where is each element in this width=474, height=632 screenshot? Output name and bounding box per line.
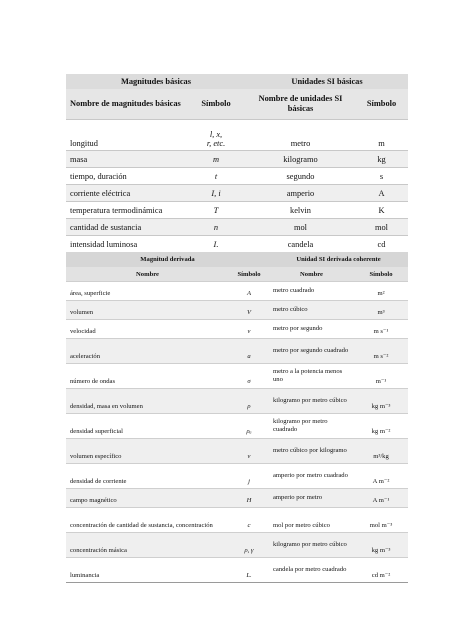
quantity-name: masa	[66, 151, 186, 168]
unit-symbol: K	[355, 202, 408, 219]
quantity-name: concentración de cantidad de sustancia, concentración	[66, 508, 229, 533]
unit-symbol: s	[355, 168, 408, 185]
table-column-header	[66, 89, 408, 120]
unit-name: amperio por metro cuadrado	[269, 464, 354, 489]
quantity-name: corriente eléctrica	[66, 185, 186, 202]
unit-symbol: kg m⁻³	[354, 533, 408, 558]
group-header-units: Unidades SI básicas	[246, 74, 408, 89]
unit-symbol: mol	[355, 219, 408, 236]
table-row	[66, 489, 408, 508]
unit-symbol: kg	[355, 151, 408, 168]
symbol-line: r, etc.	[206, 138, 226, 148]
quantity-name: cantidad de sustancia	[66, 219, 186, 236]
quantity-name: número de ondas	[66, 364, 229, 389]
unit-name: kelvin	[246, 202, 355, 219]
unit-name: kilogramo por metro cúbico	[269, 389, 354, 414]
unit-name: amperio	[246, 185, 355, 202]
quantity-name: aceleración	[66, 339, 229, 364]
unit-symbol: m³/kg	[354, 439, 408, 464]
unit-symbol: cd	[355, 236, 408, 253]
quantity-symbol: I, i	[186, 185, 246, 202]
quantity-symbol: σ	[229, 364, 269, 389]
column-header-unit-symbol: Símbolo	[354, 267, 408, 282]
unit-symbol: m⁻¹	[354, 364, 408, 389]
unit-symbol: kg m⁻²	[354, 414, 408, 439]
symbol-line: l, x,	[209, 130, 223, 139]
unit-name: kilogramo por metro cuadrado	[269, 414, 354, 439]
table-row	[66, 236, 408, 253]
group-header-derived-quantity: Magnitud derivada	[66, 252, 269, 267]
unit-name: segundo	[246, 168, 355, 185]
quantity-name: área, superficie	[66, 282, 229, 301]
quantity-name: luminancia	[66, 558, 229, 583]
table-row	[66, 339, 408, 364]
table-row	[66, 464, 408, 489]
quantity-name: longitud	[66, 120, 186, 151]
table-row	[66, 282, 408, 301]
quantity-name: volumen	[66, 301, 229, 320]
quantity-symbol: I.	[186, 236, 246, 253]
group-header-derived-unit: Unidad SI derivada coherente	[269, 252, 408, 267]
unit-name: metro a la potencia menos uno	[269, 364, 354, 389]
table-row	[66, 219, 408, 236]
table-row	[66, 185, 408, 202]
quantity-name: volumen específico	[66, 439, 229, 464]
column-header-unit-name: Nombre	[269, 267, 354, 282]
column-header-name: Nombre de magnitudes básicas	[66, 89, 186, 120]
unit-symbol: m	[355, 120, 408, 151]
unit-name: kilogramo	[246, 151, 355, 168]
unit-name: kilogramo por metro cúbico	[269, 533, 354, 558]
table-column-header	[66, 267, 408, 282]
quantity-name: concentración másica	[66, 533, 229, 558]
table-row	[66, 508, 408, 533]
quantity-name: temperatura termodinámica	[66, 202, 186, 219]
quantity-symbol: V	[229, 301, 269, 320]
table-row	[66, 364, 408, 389]
unit-name: metro por segundo	[269, 320, 354, 339]
unit-name: mol por metro cúbico	[269, 508, 354, 533]
unit-symbol: m s⁻¹	[354, 320, 408, 339]
table-group-header	[66, 252, 408, 267]
quantity-symbol: ρ	[229, 389, 269, 414]
quantity-symbol: v	[229, 439, 269, 464]
unit-symbol: A m⁻²	[354, 464, 408, 489]
quantity-symbol: L.	[229, 558, 269, 583]
column-header-symbol: Símbolo	[229, 267, 269, 282]
unit-name: metro	[246, 120, 355, 151]
quantity-name: tiempo, duración	[66, 168, 186, 185]
unit-symbol: A m⁻¹	[354, 489, 408, 508]
quantity-name: intensidad luminosa	[66, 236, 186, 253]
unit-symbol: mol m⁻³	[354, 508, 408, 533]
quantity-symbol: v	[229, 320, 269, 339]
unit-name: amperio por metro	[269, 489, 354, 508]
group-header-quantities: Magnitudes básicas	[66, 74, 246, 89]
quantity-name: velocidad	[66, 320, 229, 339]
quantity-name: densidad de corriente	[66, 464, 229, 489]
quantity-symbol: n	[186, 219, 246, 236]
column-header-unit-name: Nombre de unidades SI básicas	[246, 89, 355, 120]
table-row	[66, 301, 408, 320]
table-row	[66, 389, 408, 414]
table-row	[66, 202, 408, 219]
table-row	[66, 151, 408, 168]
quantity-symbol: A	[229, 282, 269, 301]
table-row	[66, 414, 408, 439]
table-group-header	[66, 74, 408, 89]
unit-symbol: A	[355, 185, 408, 202]
unit-name: metro cúbico por kilogramo	[269, 439, 354, 464]
quantity-symbol: H	[229, 489, 269, 508]
unit-symbol: m s⁻²	[354, 339, 408, 364]
unit-name: candela	[246, 236, 355, 253]
column-header-name: Nombre	[66, 267, 229, 282]
quantity-symbol: ρₐ	[229, 414, 269, 439]
quantity-symbol: c	[229, 508, 269, 533]
unit-name: metro cúbico	[269, 301, 354, 320]
unit-symbol: kg m⁻³	[354, 389, 408, 414]
unit-name: metro por segundo cuadrado	[269, 339, 354, 364]
quantity-symbol: ρ, γ	[229, 533, 269, 558]
quantity-name: campo magnético	[66, 489, 229, 508]
unit-symbol: cd m⁻²	[354, 558, 408, 583]
table-row	[66, 558, 408, 583]
table-row	[66, 168, 408, 185]
table-row	[66, 533, 408, 558]
table-row	[66, 120, 408, 151]
table-row	[66, 320, 408, 339]
table-row	[66, 439, 408, 464]
quantity-symbol: T	[186, 202, 246, 219]
unit-symbol: m³	[354, 301, 408, 320]
derived-units-table	[66, 252, 408, 583]
quantity-name: densidad, masa en volumen	[66, 389, 229, 414]
quantity-symbol: m	[186, 151, 246, 168]
unit-name: mol	[246, 219, 355, 236]
quantity-symbol: a	[229, 339, 269, 364]
quantity-name: densidad superficial	[66, 414, 229, 439]
quantity-symbol: j	[229, 464, 269, 489]
quantity-symbol: t	[186, 168, 246, 185]
column-header-unit-symbol: Símbolo	[355, 89, 408, 120]
unit-name: candela por metro cuadrado	[269, 558, 354, 583]
unit-name: metro cuadrado	[269, 282, 354, 301]
quantity-symbol	[186, 120, 246, 151]
column-header-symbol: Símbolo	[186, 89, 246, 120]
base-quantities-table	[66, 74, 408, 253]
unit-symbol: m²	[354, 282, 408, 301]
